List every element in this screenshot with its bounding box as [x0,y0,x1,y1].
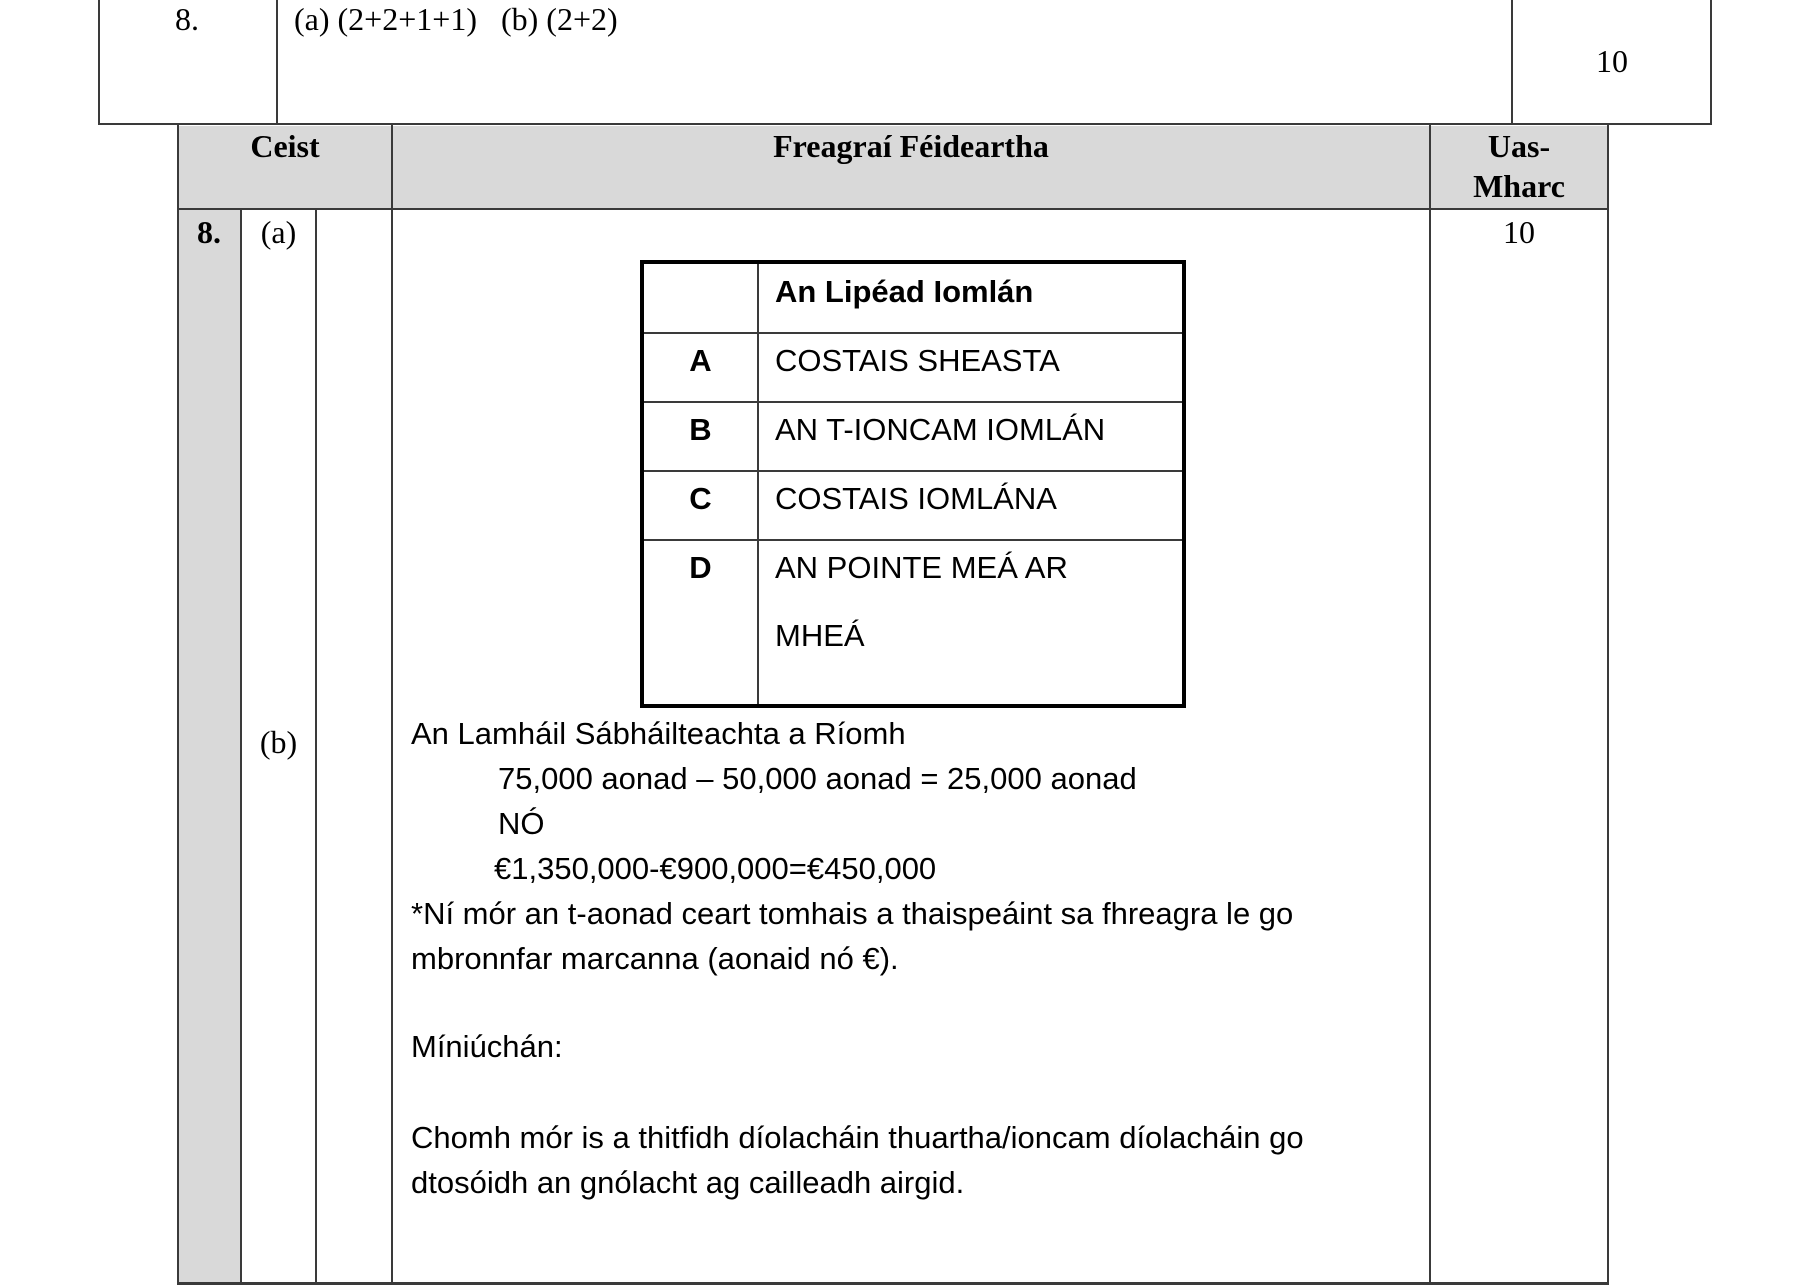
ceist-column-divider [391,125,393,1285]
label-letter-b: B [689,412,712,447]
part-a-label: (a) [260,214,297,250]
label-table-row-line [644,470,1182,472]
part-b-explanation-line1: Chomh mór is a thitfidh díolacháin thuartha/ioncam díolacháin go [411,1120,1304,1155]
part-b-explanation-label: Míniúchán: [411,1029,563,1064]
summary-question-number: 8. [175,1,199,37]
part-b-title: An Lamháil Sábháilteachta a Ríomh [411,716,906,751]
question-number: 8. [197,214,221,250]
label-text-d-line1: AN POINTE MEÁ AR [775,550,1068,585]
label-table [640,260,1186,708]
table-right-border [1607,125,1609,1285]
label-letter-c: C [689,481,712,516]
label-text-d-line2: MHEÁ [775,618,865,653]
label-text-b: AN T-IONCAM IOMLÁN [775,412,1106,447]
part-b-or: NÓ [498,806,545,841]
summary-total-marks: 10 [1596,43,1628,79]
part-b-label: (b) [259,724,298,760]
part-b-note-line1: *Ní mór an t-aonad ceart tomhais a thaispeáint sa fhreagra le go [411,896,1294,931]
summary-mark-breakdown: (a) (2+2+1+1) (b) (2+2) [294,1,618,37]
header-question: Ceist [250,128,320,164]
table-left-border [177,125,179,1285]
label-table-row-line [644,539,1182,541]
label-text-c: COSTAIS IOMLÁNA [775,481,1057,516]
label-table-header: An Lipéad Iomlán [775,274,1034,309]
header-max-marks-line2: Mharc [1473,168,1565,204]
header-max-marks-line1: Uas- [1487,128,1551,164]
part-b-note-line2: mbronnfar marcanna (aonaid nó €). [411,941,899,976]
label-letter-a: A [689,343,712,378]
question-number-column [178,209,240,1283]
label-text-a: COSTAIS SHEASTA [775,343,1060,378]
part-b-explanation-line2: dtosóidh an gnólacht ag cailleadh airgid. [411,1165,965,1200]
label-table-row-line [644,401,1182,403]
part-b-calc-units: 75,000 aonad – 50,000 aonad = 25,000 aonad [498,761,1137,796]
label-letter-d: D [689,550,712,585]
marks-column-divider [1429,125,1431,1285]
part-b-calc-euro: €1,350,000-€900,000=€450,000 [494,851,937,886]
label-table-divider [757,264,759,704]
label-table-row-line [644,332,1182,334]
max-marks-value: 10 [1503,214,1535,250]
header-possible-answers: Freagraí Féideartha [773,128,1049,164]
